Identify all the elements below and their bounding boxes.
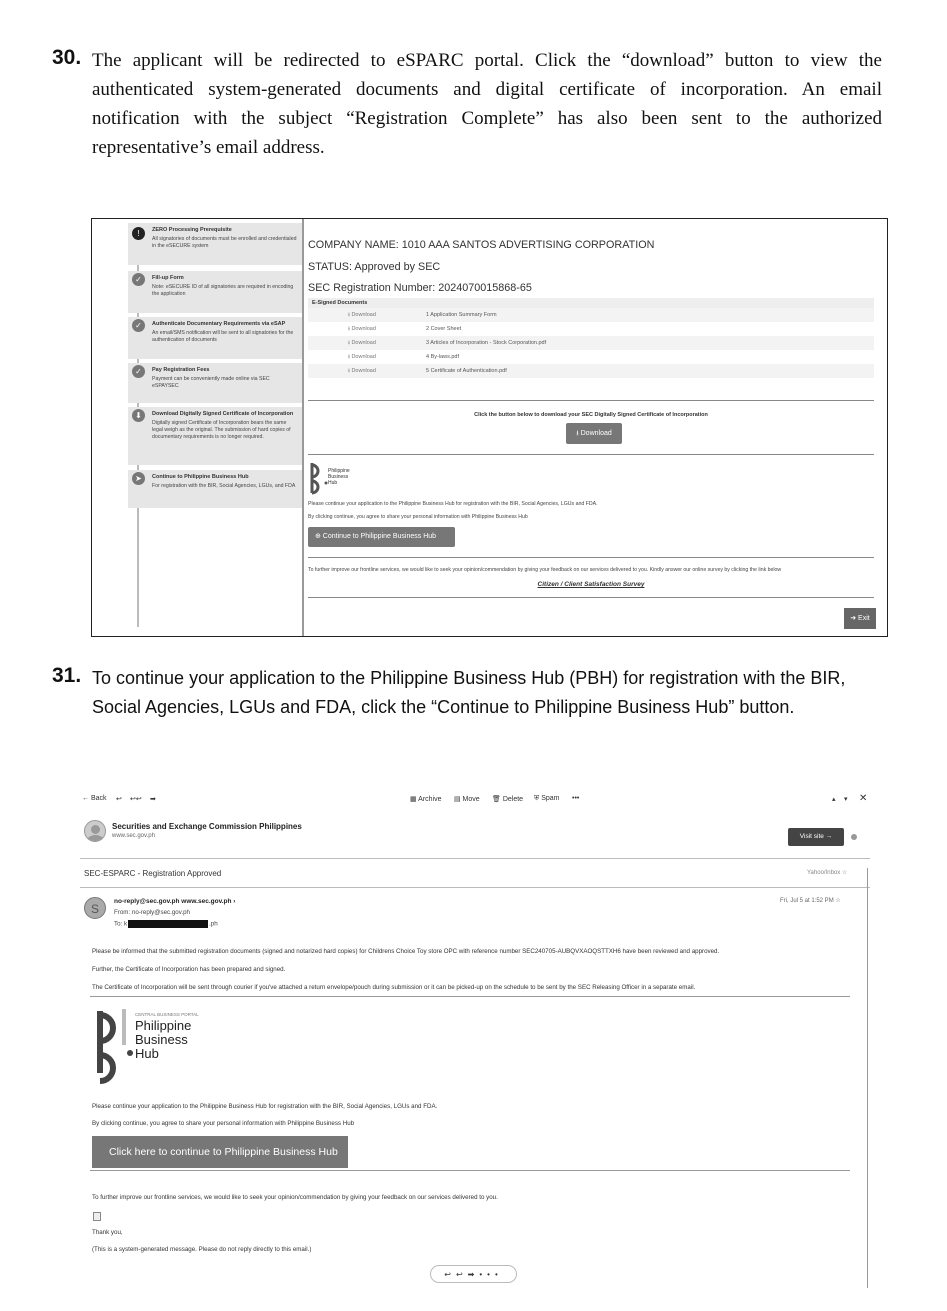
check-icon: ✓ xyxy=(132,273,145,286)
auto-note: (This is a system-generated message. Please do not reply directly to this email.) xyxy=(92,1246,312,1253)
download-link[interactable]: ⭳ Download xyxy=(348,368,376,374)
divider xyxy=(90,996,850,997)
email-screenshot xyxy=(80,790,870,1290)
check-icon: ✓ xyxy=(132,365,145,378)
table-row xyxy=(308,364,874,378)
download-icon: ⬇ xyxy=(132,409,145,422)
sec-registration-number: SEC Registration Number: 2024070015868-65 xyxy=(308,282,532,294)
progress-sidebar xyxy=(110,219,306,637)
logo-line: Hub xyxy=(328,480,338,486)
portal-main xyxy=(308,219,874,637)
move-button[interactable]: ▤ Move xyxy=(454,796,480,803)
sidebar-step-title: Pay Registration Fees xyxy=(152,367,210,373)
step-number: 31. xyxy=(52,664,82,687)
broken-image-icon xyxy=(93,1212,101,1221)
archive-button[interactable]: ▦ Archive xyxy=(410,796,442,803)
feedback-note: To further improve our frontline services, we would like to seek your opinion/commendation by giving your feedback on our services delivered to you. xyxy=(92,1194,498,1201)
close-icon[interactable]: ✕ xyxy=(859,793,868,804)
sidebar-step-title: ZERO Processing Prerequisite xyxy=(152,227,232,233)
email-subject: SEC-ESPARC - Registration Approved xyxy=(84,869,222,878)
download-prompt: Click the button below to download your SEC Digitally Signed Certificate of Incorporation xyxy=(474,412,708,418)
sidebar-step-desc: An email/SMS notification will be sent to all signatories for the authentication of documents xyxy=(152,330,294,343)
email-date: Fri, Jul 5 at 1:52 PM ☆ xyxy=(780,898,841,904)
esparc-portal-screenshot xyxy=(91,218,888,637)
alert-icon: ! xyxy=(132,227,145,240)
documents-table xyxy=(308,298,874,378)
avatar xyxy=(84,820,106,842)
sidebar-step xyxy=(128,470,303,508)
step-text: The applicant will be redirected to eSPARC portal. Click the “download” button to view the authenticated system-generated documents and digital certificate of incorporation. An email notification with the subject “Registration Complete” has also been sent to the authorized representative’s email address. xyxy=(92,50,882,158)
scrollbar[interactable] xyxy=(867,868,868,1288)
check-icon: ✓ xyxy=(132,319,145,332)
sidebar-step xyxy=(128,223,303,265)
sidebar-step-title: Fill-up Form xyxy=(152,275,184,281)
sender-banner xyxy=(80,812,870,852)
exit-button[interactable]: ➜ Exit xyxy=(844,608,876,629)
sidebar-step xyxy=(128,407,303,465)
document-name: 3 Articles of Incorporation - Stock Corporation.pdf xyxy=(426,340,547,346)
pbh-logo xyxy=(308,459,368,499)
download-link[interactable]: ⭳ Download xyxy=(348,326,376,332)
consent-note: By clicking continue, you agree to share your personal information with Philippine Business Hub xyxy=(92,1120,355,1127)
step-31 xyxy=(52,664,882,722)
status-text: STATUS: Approved by SEC xyxy=(308,261,441,273)
table-row xyxy=(308,322,874,336)
download-link[interactable]: ⭳ Download xyxy=(348,340,376,346)
thanks-text: Thank you, xyxy=(92,1229,123,1236)
download-link[interactable]: ⭳ Download xyxy=(348,354,376,360)
sidebar-step-title: Download Digitally Signed Certificate of Incorporation xyxy=(152,411,294,417)
arrow-icon: ➤ xyxy=(132,472,145,485)
logo-line: Philippine xyxy=(135,1018,192,1033)
step-30 xyxy=(52,46,882,162)
logo-line: Business xyxy=(328,474,349,480)
document-name: 4 By-laws.pdf xyxy=(426,354,460,360)
up-icon[interactable]: ▴ xyxy=(832,796,836,803)
company-name: COMPANY NAME: 1010 AAA SANTOS ADVERTISING CORPORATION xyxy=(308,239,655,251)
body-paragraph: Please be informed that the submitted registration documents (signed and notarized hard copies) for Childrens Choice Toy store OPC with reference number SEC240705-AUBQVXAOQSTTXH6 have been reviewed and approved. xyxy=(92,948,720,955)
step-text: To continue your application to the Philippine Business Hub (PBH) for registration with the BIR, Social Agencies, LGUs and FDA, click the “Continue to Philippine Business Hub” button. xyxy=(92,668,846,717)
continue-note: Please continue your application to the Philippine Business Hub for registration with the BIR, Social Agencies, LGUs and FDA. xyxy=(92,1103,438,1110)
sidebar-step xyxy=(128,271,303,313)
folder-label[interactable]: Yahoo/Inbox ☆ xyxy=(807,870,848,876)
from-address: From: no-reply@sec.gov.ph xyxy=(114,909,190,916)
visit-site-button[interactable]: Visit site → xyxy=(788,828,844,846)
divider xyxy=(308,400,874,401)
reply-icon[interactable]: ↩ xyxy=(116,796,122,803)
sidebar-step-desc: All signatories of documents must be enrolled and credentialed in the eSECURE system xyxy=(152,236,297,249)
spam-button[interactable]: ⛨ Spam xyxy=(534,795,560,802)
sidebar-step-title: Continue to Philippine Business Hub xyxy=(152,474,249,480)
delete-button[interactable]: 🗑 Delete xyxy=(492,796,524,803)
download-link[interactable]: ⭳ Download xyxy=(348,312,376,318)
body-paragraph: Further, the Certificate of Incorporation has been prepared and signed. xyxy=(92,966,286,973)
table-row xyxy=(308,308,874,322)
divider xyxy=(80,858,870,859)
logo-line: Philippine xyxy=(328,468,350,474)
reply-all-icon[interactable]: ↩↩ xyxy=(130,796,142,803)
divider xyxy=(80,887,870,888)
down-icon[interactable]: ▾ xyxy=(844,796,848,803)
document-name: 2 Cover Sheet xyxy=(426,326,462,332)
step-number: 30. xyxy=(52,46,82,69)
divider xyxy=(308,597,874,598)
survey-link[interactable]: Citizen / Client Satisfaction Survey xyxy=(537,581,645,588)
document-name: 5 Certificate of Authentication.pdf xyxy=(426,368,507,374)
continue-to-pbh-button[interactable]: ⊕ Continue to Philippine Business Hub xyxy=(308,527,455,547)
table-row xyxy=(308,336,874,350)
divider xyxy=(90,1170,850,1171)
from-line[interactable]: no-reply@sec.gov.ph www.sec.gov.ph › xyxy=(114,898,236,905)
download-certificate-button[interactable]: ⭳ Download xyxy=(566,423,622,444)
panel-divider xyxy=(302,219,304,637)
pbh-logo xyxy=(90,1005,220,1095)
sidebar-step-title: Authenticate Documentary Requirements via eSAP xyxy=(152,321,286,327)
divider xyxy=(308,557,874,558)
continue-to-pbh-button[interactable]: Click here to continue to Philippine Business Hub xyxy=(92,1136,348,1168)
more-icon[interactable]: ••• xyxy=(572,795,580,802)
consent-note: By clicking continue, you agree to share your personal information with Philippine Business Hub xyxy=(308,514,528,520)
sidebar-step-desc: Digitally signed Certificate of Incorporation bears the same legal weigh as the original. The submission of hard copies of documentary requirements is no longer required. xyxy=(152,420,291,440)
sender-org: Securities and Exchange Commission Philippines xyxy=(112,822,302,831)
sidebar-step xyxy=(128,363,303,403)
table-row xyxy=(308,350,874,364)
feedback-note: To further improve our frontline services, we would like to seek your opinion/commendation by giving your feedback on our services delivered to you. Kindly answer our online survey by clicking the link below xyxy=(308,567,782,573)
redaction-bar xyxy=(128,920,208,928)
document-name: 1 Application Summary Form xyxy=(426,312,497,318)
forward-icon[interactable]: ➡ xyxy=(150,796,156,803)
documents-header: E-Signed Documents xyxy=(308,298,874,308)
documents-rows xyxy=(308,308,874,378)
sidebar-step-desc: Payment can be conveniently made online via SEC eSPAYSEC xyxy=(152,376,270,389)
to-address xyxy=(114,920,218,928)
sidebar-step-desc: For registration with the BIR, Social Agencies, LGUs, and FDA xyxy=(152,483,296,489)
mail-toolbar xyxy=(80,790,870,810)
sender-avatar: S xyxy=(84,897,106,919)
to-suffix: .ph xyxy=(209,920,218,928)
logo-line: Hub xyxy=(135,1046,159,1061)
continue-note: Please continue your application to the Philippine Business Hub for registration with the BIR, Social Agencies, LGUs and FDA. xyxy=(308,501,598,507)
status-dot xyxy=(851,834,857,840)
quick-actions[interactable]: ↩↩➡••• xyxy=(430,1265,517,1283)
divider xyxy=(308,454,874,455)
to-prefix: To: k xyxy=(114,920,128,928)
sidebar-step-desc: Note: eSECURE ID of all signatories are required in encoding the application xyxy=(152,284,294,297)
logo-caption: CENTRAL BUSINESS PORTAL xyxy=(135,1012,199,1017)
sidebar-step xyxy=(128,317,303,359)
back-button[interactable]: ← Back xyxy=(82,795,107,802)
sender-website[interactable]: www.sec.gov.ph xyxy=(112,833,155,839)
body-paragraph: The Certificate of Incorporation will be sent through courier if you've attached a return envelope/pouch during submission or it can be picked-up on the schedule to be sent by the SEC Releasing Officer in a separate email. xyxy=(92,984,696,991)
logo-line: Business xyxy=(135,1032,188,1047)
